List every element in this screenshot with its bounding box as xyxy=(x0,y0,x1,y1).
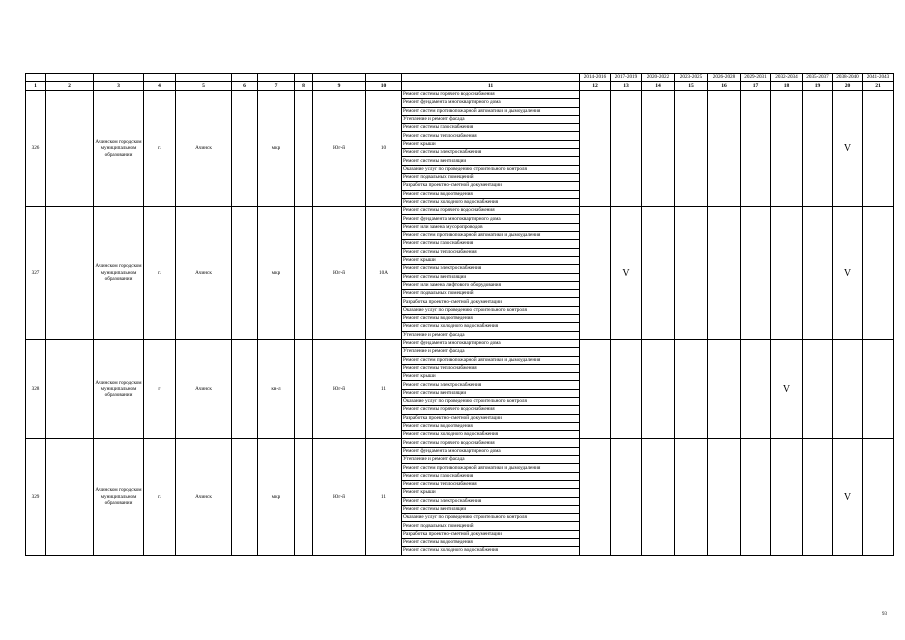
work-item: Ремонт системы холодного водоснабжения xyxy=(402,431,580,439)
period-cell xyxy=(708,339,741,439)
work-item: Ремонт системы горячего водоснабжения xyxy=(402,91,580,99)
settlement-name: Ачинск xyxy=(176,339,232,439)
work-item: Ремонт системы горячего водоснабжения xyxy=(402,406,580,414)
column-number: 5 xyxy=(176,82,232,91)
row-number: 327 xyxy=(26,207,46,340)
column-number: 7 xyxy=(258,82,295,91)
header-blank-cell xyxy=(295,74,313,82)
column-number: 6 xyxy=(232,82,258,91)
empty-cell xyxy=(232,439,258,555)
period-mark: V xyxy=(833,207,863,340)
column-number: 12 xyxy=(580,82,611,91)
street-name: Юг-й xyxy=(313,91,366,207)
work-item: Утепление и ремонт фасада xyxy=(402,456,580,464)
period-cell xyxy=(741,339,771,439)
period-cell xyxy=(771,439,803,555)
work-item: Ремонт систем противопожарной автоматики и дымоудаления xyxy=(402,464,580,472)
period-cell xyxy=(675,439,708,555)
header-blank-cell xyxy=(94,74,144,82)
period-header: 2020-2022 xyxy=(642,74,675,82)
work-item: Ремонт системы холодного водоснабжения xyxy=(402,198,580,206)
work-item: Ремонт фундамента многоквартирного дома xyxy=(402,447,580,455)
period-header: 2038-2040 xyxy=(833,74,863,82)
period-cell xyxy=(803,91,833,207)
settlement-type: г. xyxy=(144,439,176,555)
period-cell xyxy=(580,339,611,439)
period-cell xyxy=(611,91,642,207)
column-number: 15 xyxy=(675,82,708,91)
period-cell xyxy=(642,439,675,555)
work-item: Ремонт системы вентиляции xyxy=(402,157,580,165)
work-item: Ремонт системы электроснабжения xyxy=(402,149,580,157)
work-item: Ремонт систем противопожарной автоматики и дымоудаления xyxy=(402,107,580,115)
work-item: Оказание услуг по проведению строительного контроля xyxy=(402,165,580,173)
period-cell xyxy=(675,207,708,340)
header-blank-cell xyxy=(26,74,46,82)
work-item: Ремонт системы теплоснабжения xyxy=(402,248,580,256)
empty-cell xyxy=(295,439,313,555)
period-cell xyxy=(708,207,741,340)
period-cell xyxy=(611,339,642,439)
empty-cell xyxy=(46,207,94,340)
period-cell xyxy=(642,207,675,340)
work-item: Ремонт фундамента многоквартирного дома xyxy=(402,215,580,223)
period-cell xyxy=(675,91,708,207)
header-blank-cell xyxy=(313,74,366,82)
street-name: Юг-й xyxy=(313,207,366,340)
work-item: Ремонт системы теплоснабжения xyxy=(402,364,580,372)
municipality: Ачинском городском муниципальном образовании xyxy=(94,91,144,207)
work-item: Ремонт систем противопожарной автоматики и дымоудаления xyxy=(402,356,580,364)
work-item: Ремонт подвальных помещений xyxy=(402,173,580,181)
column-number: 8 xyxy=(295,82,313,91)
work-item: Разработка проектно-сметной документации xyxy=(402,182,580,190)
settlement-type: г xyxy=(144,339,176,439)
period-cell xyxy=(803,439,833,555)
work-item: Разработка проектно-сметной документации xyxy=(402,414,580,422)
period-cell xyxy=(642,339,675,439)
work-item: Ремонт крыши xyxy=(402,373,580,381)
column-number: 9 xyxy=(313,82,366,91)
work-item: Оказание услуг по проведению строительного контроля xyxy=(402,514,580,522)
period-cell xyxy=(611,439,642,555)
period-mark: V xyxy=(833,91,863,207)
period-cell xyxy=(741,207,771,340)
period-mark: V xyxy=(833,439,863,555)
work-item: Ремонт системы теплоснабжения xyxy=(402,132,580,140)
empty-cell xyxy=(295,207,313,340)
house-number: 11 xyxy=(366,439,402,555)
period-mark: V xyxy=(611,207,642,340)
empty-cell xyxy=(232,339,258,439)
header-blank-cell xyxy=(144,74,176,82)
period-header: 2035-2037 xyxy=(803,74,833,82)
work-item: Оказание услуг по проведению строительного контроля xyxy=(402,306,580,314)
column-number: 4 xyxy=(144,82,176,91)
house-number: 10 xyxy=(366,91,402,207)
period-cell xyxy=(833,339,863,439)
empty-cell xyxy=(295,91,313,207)
work-item: Ремонт или замена лифтового оборудования xyxy=(402,281,580,289)
empty-cell xyxy=(232,91,258,207)
column-number: 1 xyxy=(26,82,46,91)
period-cell xyxy=(863,339,894,439)
work-item: Ремонт крыши xyxy=(402,489,580,497)
house-number: 10А xyxy=(366,207,402,340)
empty-cell xyxy=(46,91,94,207)
work-item: Ремонт крыши xyxy=(402,140,580,148)
street-type: мкр xyxy=(258,207,295,340)
period-header-row xyxy=(26,74,894,82)
period-cell xyxy=(863,439,894,555)
row-number: 329 xyxy=(26,439,46,555)
settlement-name: Ачинск xyxy=(176,439,232,555)
settlement-type: г. xyxy=(144,207,176,340)
header-blank-cell xyxy=(402,74,580,82)
work-item: Утепление и ремонт фасада xyxy=(402,348,580,356)
work-item: Ремонт системы электроснабжения xyxy=(402,497,580,505)
street-type: мкр xyxy=(258,439,295,555)
work-item: Ремонт крыши xyxy=(402,256,580,264)
work-item: Ремонт системы газоснабжения xyxy=(402,472,580,480)
column-number: 21 xyxy=(863,82,894,91)
period-cell xyxy=(675,339,708,439)
table-row xyxy=(26,91,894,99)
work-item: Утепление и ремонт фасада xyxy=(402,331,580,339)
period-cell xyxy=(580,439,611,555)
work-item: Разработка проектно-сметной документации xyxy=(402,530,580,538)
table-row xyxy=(26,207,894,215)
period-header: 2023-2025 xyxy=(675,74,708,82)
row-number: 328 xyxy=(26,339,46,439)
settlement-type: г. xyxy=(144,91,176,207)
municipality: Ачинском городском муниципальном образовании xyxy=(94,339,144,439)
header-blank-cell xyxy=(176,74,232,82)
work-item: Ремонт системы газоснабжения xyxy=(402,240,580,248)
column-number: 11 xyxy=(402,82,580,91)
period-header: 2041-2043 xyxy=(863,74,894,82)
page-number: 93 xyxy=(882,612,887,617)
work-item: Ремонт подвальных помещений xyxy=(402,522,580,530)
period-cell xyxy=(771,207,803,340)
empty-cell xyxy=(46,439,94,555)
work-item: Ремонт системы электроснабжения xyxy=(402,381,580,389)
settlement-name: Ачинск xyxy=(176,207,232,340)
table-row xyxy=(26,439,894,447)
period-cell xyxy=(863,207,894,340)
period-mark: V xyxy=(771,339,803,439)
empty-cell xyxy=(46,339,94,439)
column-number-row xyxy=(26,82,894,91)
column-number: 3 xyxy=(94,82,144,91)
work-item: Ремонт системы горячего водоснабжения xyxy=(402,207,580,215)
settlement-name: Ачинск xyxy=(176,91,232,207)
period-header: 2017-2019 xyxy=(611,74,642,82)
column-number: 20 xyxy=(833,82,863,91)
empty-cell xyxy=(232,207,258,340)
work-item: Ремонт фундамента многоквартирного дома xyxy=(402,99,580,107)
column-number: 19 xyxy=(803,82,833,91)
period-header: 2026-2028 xyxy=(708,74,741,82)
street-name: Юг-й xyxy=(313,339,366,439)
document-page xyxy=(25,73,890,556)
work-item: Ремонт фундамента многоквартирного дома xyxy=(402,339,580,347)
period-header: 2032-2034 xyxy=(771,74,803,82)
period-header: 2029-2031 xyxy=(741,74,771,82)
capital-repair-table xyxy=(25,73,894,556)
work-item: Ремонт подвальных помещений xyxy=(402,290,580,298)
header-blank-cell xyxy=(46,74,94,82)
period-cell xyxy=(803,339,833,439)
work-item: Ремонт системы вентиляции xyxy=(402,505,580,513)
column-number: 18 xyxy=(771,82,803,91)
period-cell xyxy=(741,91,771,207)
work-item: Ремонт системы электроснабжения xyxy=(402,265,580,273)
work-item: Оказание услуг по проведению строительного контроля xyxy=(402,397,580,405)
municipality: Ачинском городском муниципальном образовании xyxy=(94,439,144,555)
table-row xyxy=(26,339,894,347)
work-item: Разработка проектно-сметной документации xyxy=(402,298,580,306)
work-item: Ремонт системы водоотведения xyxy=(402,315,580,323)
work-item: Ремонт систем противопожарной автоматики и дымоудаления xyxy=(402,232,580,240)
street-type: мкр xyxy=(258,91,295,207)
period-cell xyxy=(741,439,771,555)
column-number: 10 xyxy=(366,82,402,91)
header-blank-cell xyxy=(232,74,258,82)
period-cell xyxy=(803,207,833,340)
work-item: Утепление и ремонт фасада xyxy=(402,115,580,123)
municipality: Ачинском городском муниципальном образовании xyxy=(94,207,144,340)
work-item: Ремонт системы холодного водоснабжения xyxy=(402,547,580,555)
work-item: Ремонт системы газоснабжения xyxy=(402,124,580,132)
street-name: Юг-й xyxy=(313,439,366,555)
period-cell xyxy=(642,91,675,207)
empty-cell xyxy=(295,339,313,439)
period-cell xyxy=(708,439,741,555)
work-item: Ремонт или замена мусоропроводов xyxy=(402,223,580,231)
period-cell xyxy=(580,207,611,340)
house-number: 11 xyxy=(366,339,402,439)
work-item: Ремонт системы холодного водоснабжения xyxy=(402,323,580,331)
work-item: Ремонт системы вентиляции xyxy=(402,273,580,281)
work-item: Ремонт системы горячего водоснабжения xyxy=(402,439,580,447)
column-number: 2 xyxy=(46,82,94,91)
header-blank-cell xyxy=(366,74,402,82)
work-item: Ремонт системы вентиляции xyxy=(402,389,580,397)
period-header: 2014-2016 xyxy=(580,74,611,82)
period-cell xyxy=(708,91,741,207)
header-blank-cell xyxy=(258,74,295,82)
period-cell xyxy=(771,91,803,207)
work-item: Ремонт системы теплоснабжения xyxy=(402,480,580,488)
column-number: 17 xyxy=(741,82,771,91)
column-number: 16 xyxy=(708,82,741,91)
street-type: кв-л xyxy=(258,339,295,439)
work-item: Ремонт системы водоотведения xyxy=(402,422,580,430)
work-item: Ремонт системы водоотведения xyxy=(402,539,580,547)
column-number: 14 xyxy=(642,82,675,91)
work-item: Ремонт системы водоотведения xyxy=(402,190,580,198)
column-number: 13 xyxy=(611,82,642,91)
row-number: 326 xyxy=(26,91,46,207)
period-cell xyxy=(580,91,611,207)
period-cell xyxy=(863,91,894,207)
